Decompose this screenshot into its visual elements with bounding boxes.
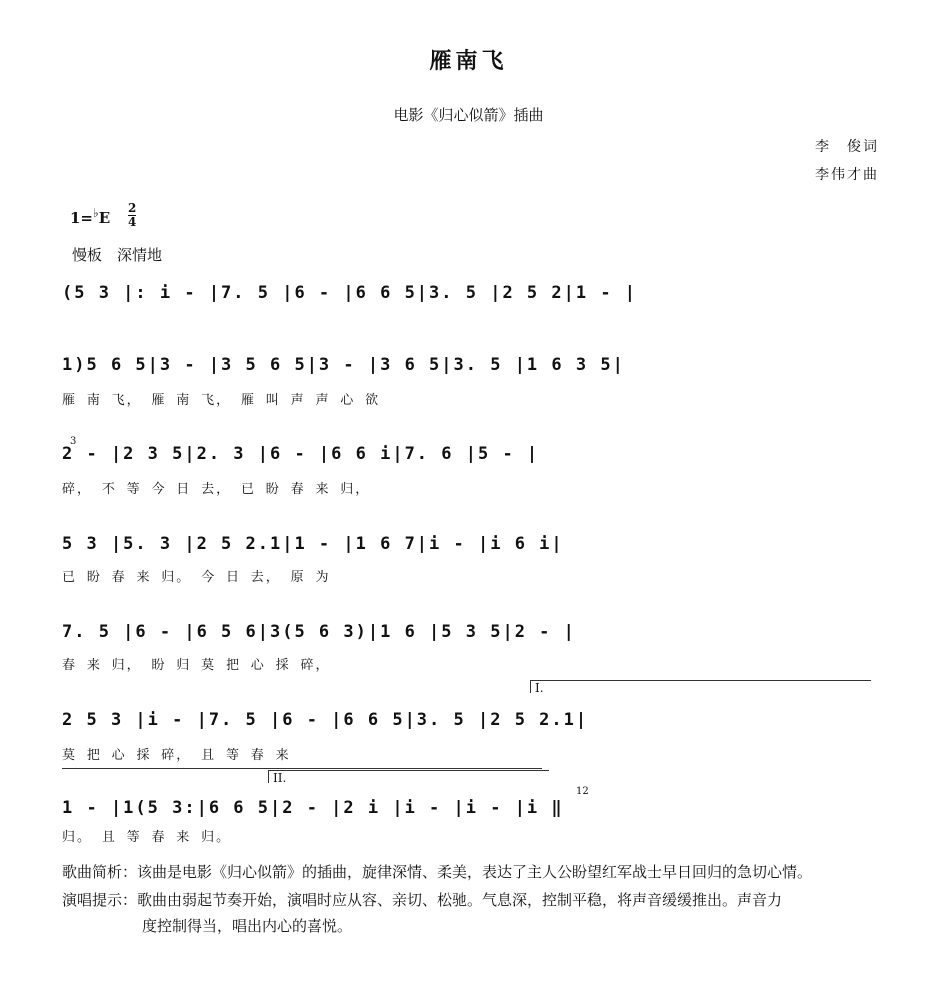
singing-tips-continued: 度控制得当，唱出内心的喜悦。 xyxy=(142,917,353,935)
grace-note-mark: 3 xyxy=(70,436,77,447)
score-line-4-notes: 5 3 |5. 3 |2 5 2.1|1 - |1 6 7|i - |i 6 i| xyxy=(62,534,564,554)
score-line-4-lyrics: 已 盼 春 来 归。 今 日 去， 原 为 xyxy=(62,570,331,585)
score-line-6-notes: 2 5 3 |i - |7. 5 |6 - |6 6 5|3. 5 |2 5 2.1| xyxy=(62,710,589,730)
lyricist-credit: 李 俊词 xyxy=(815,139,879,155)
tips-text: 歌曲由弱起节奏开始，演唱时应从容、亲切、松驰。气息深，控制平稳，将声音缓缓推出。声音力 xyxy=(137,891,783,909)
time-signature: 2 4 xyxy=(128,201,137,229)
score-line-6-lyrics: 莫 把 心 採 碎， 且 等 春 来 xyxy=(62,748,291,763)
score-line-3-lyrics: 碎， 不 等 今 日 去， 已 盼 春 来 归， xyxy=(62,482,371,497)
ending-mark: 12 xyxy=(576,786,589,797)
score-line-2-notes: 1)5 6 5|3 - |3 5 6 5|3 - |3 6 5|3. 5 |1 6 3 5| xyxy=(62,355,625,375)
tips-label: 演唱提示： xyxy=(62,891,138,909)
tempo-marking: 慢板 深情地 xyxy=(72,246,163,264)
score-line-7-notes: 1 - |1(5 3:|6 6 5|2 - |2 i |i - |i - |i ‖ xyxy=(62,798,564,818)
score-line-2-lyrics: 雁 南 飞， 雁 南 飞， 雁 叫 声 声 心 欲 xyxy=(62,393,381,408)
score-line-5-notes: 7. 5 |6 - |6 5 6|3(5 6 3)|1 6 |5 3 5|2 - | xyxy=(62,622,576,642)
second-ending-bracket: II. xyxy=(268,770,549,783)
song-title: 雁南飞 xyxy=(429,48,508,74)
score-line-1-notes: (5 3 |: i - |7. 5 |6 - |6 6 5|3. 5 |2 5 2|1 - | xyxy=(62,283,638,303)
key-signature: 1=♭E xyxy=(70,206,111,227)
score-line-5-lyrics: 春 来 归， 盼 归 莫 把 心 採 碎， xyxy=(62,658,331,673)
first-ending-bracket: I. xyxy=(530,680,871,693)
singing-tips xyxy=(62,888,782,913)
score-line-7-lyrics: 归。 且 等 春 来 归。 xyxy=(62,830,232,845)
analysis-label: 歌曲简析： xyxy=(62,863,138,881)
analysis-text: 该曲是电影《归心似箭》的插曲，旋律深情、柔美，表达了主人公盼望红军战士早日回归的急切心情。 xyxy=(137,863,813,881)
song-subtitle: 电影《归心似箭》插曲 xyxy=(393,106,544,124)
song-analysis xyxy=(62,860,812,885)
score-line-3-notes: 2 - |2 3 5|2. 3 |6 - |6 6 i|7. 6 |5 - | xyxy=(62,444,540,464)
composer-credit: 李伟才曲 xyxy=(815,167,879,183)
